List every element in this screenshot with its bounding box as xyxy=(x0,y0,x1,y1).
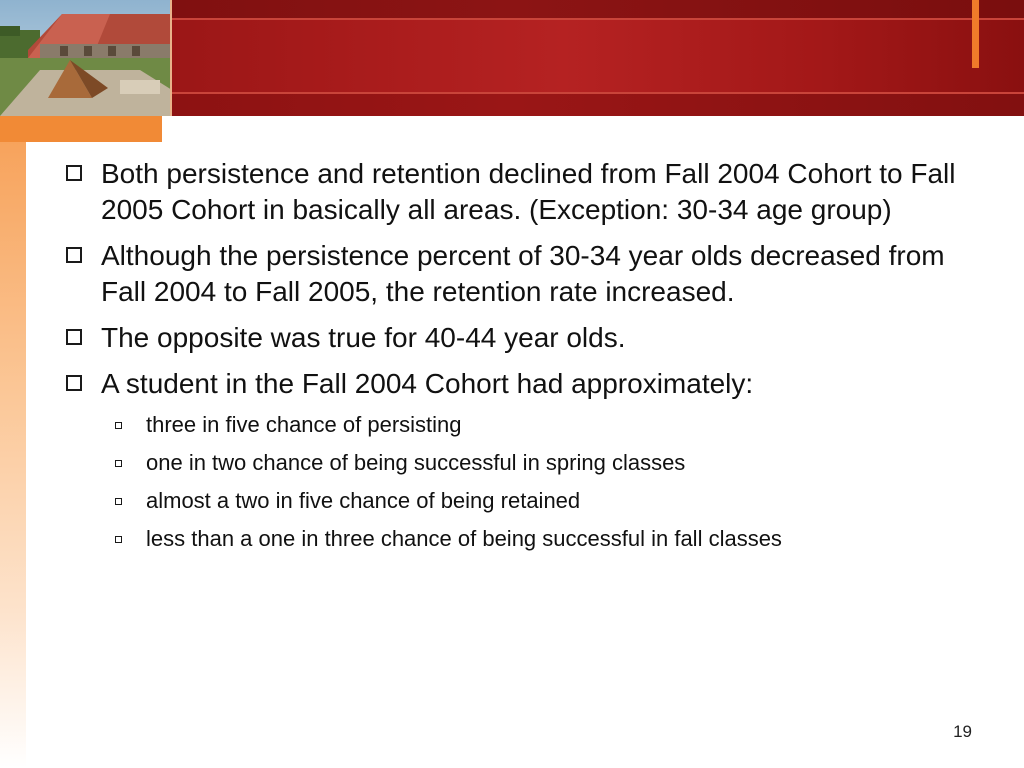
bullet-square-icon xyxy=(66,165,82,181)
sub-bullet-square-icon xyxy=(115,498,122,505)
sub-bullet-list xyxy=(64,412,964,551)
bullet-text: The opposite was true for 40-44 year olds. xyxy=(101,322,626,353)
bullet-text: Both persistence and retention declined from Fall 2004 Cohort to Fall 2005 Cohort in basically all areas. (Exception: 30-34 age group) xyxy=(101,158,956,225)
sub-bullet-item xyxy=(64,526,964,551)
page-number: 19 xyxy=(953,722,972,741)
bullet-square-icon xyxy=(66,329,82,345)
sub-bullet-item xyxy=(64,488,964,513)
bullet-square-icon xyxy=(66,375,82,391)
bullet-item xyxy=(64,156,964,228)
bullet-text: Although the persistence percent of 30-34 year olds decreased from Fall 2004 to Fall 2005, the retention rate increased. xyxy=(101,240,945,307)
bullet-item xyxy=(64,366,964,402)
sub-bullet-square-icon xyxy=(115,536,122,543)
campus-photo xyxy=(0,0,172,116)
sub-bullet-item xyxy=(64,450,964,475)
bullet-item xyxy=(64,320,964,356)
header-accent-bar xyxy=(972,0,979,68)
slide-content xyxy=(64,156,964,564)
sub-bullet-text: three in five chance of persisting xyxy=(146,412,462,437)
bullet-square-icon xyxy=(66,247,82,263)
sub-bullet-square-icon xyxy=(115,460,122,467)
sub-bullet-text: one in two chance of being successful in spring classes xyxy=(146,450,686,475)
bullet-item xyxy=(64,238,964,310)
orange-strip xyxy=(0,116,162,142)
header-line-top xyxy=(172,18,1024,20)
sub-bullet-text: less than a one in three chance of being successful in fall classes xyxy=(146,526,782,551)
sub-bullet-text: almost a two in five chance of being retained xyxy=(146,488,581,513)
left-gradient-sidebar xyxy=(0,142,26,768)
campus-building-photo-icon xyxy=(0,0,172,116)
bullet-text: A student in the Fall 2004 Cohort had approximately: xyxy=(101,368,754,399)
sub-bullet-square-icon xyxy=(115,422,122,429)
sub-bullet-item xyxy=(64,412,964,437)
